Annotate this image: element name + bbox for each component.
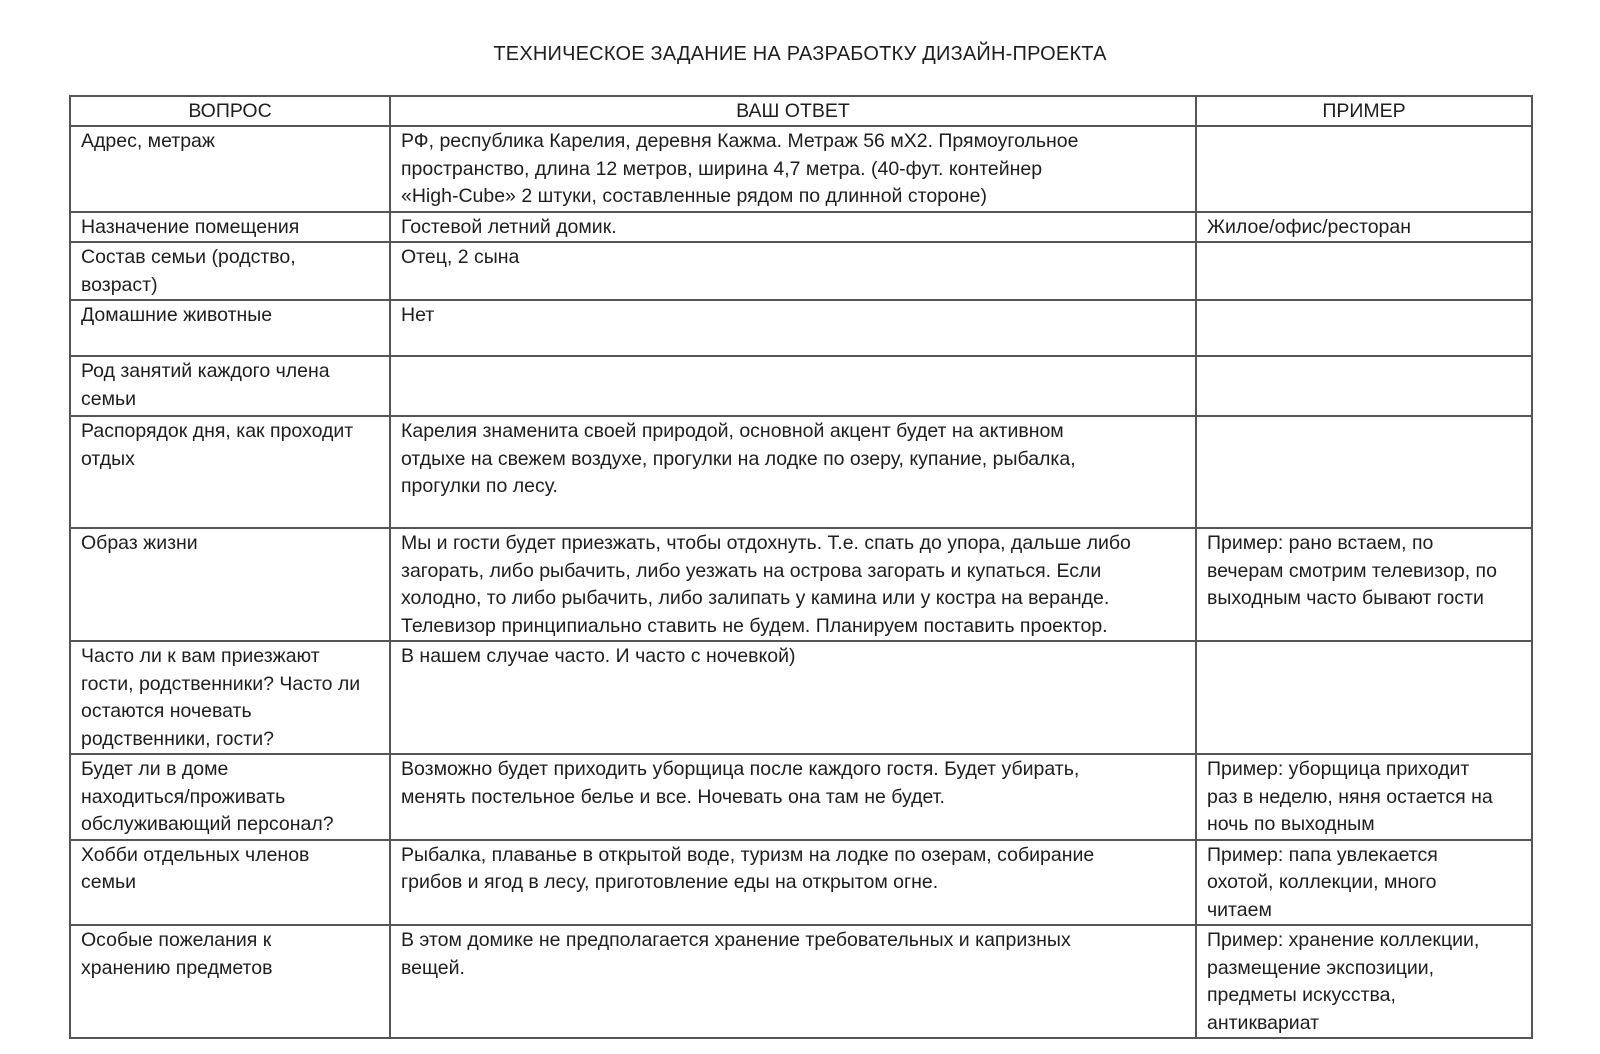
question-cell: Хобби отдельных членов семьи <box>70 840 390 926</box>
table-header-row <box>70 96 1532 126</box>
answer-cell: Рыбалка, плаванье в открытой воде, туризм на лодке по озерам, собирание грибов и ягод в лесу, приготовление еды на открытом огне. <box>390 840 1196 926</box>
example-cell <box>1196 300 1532 356</box>
question-cell: Назначение помещения <box>70 212 390 243</box>
table-row <box>70 126 1532 212</box>
answer-cell: Мы и гости будет приезжать, чтобы отдохнуть. Т.е. спать до упора, дальше либо загорать, либо рыбачить, либо уезжать на острова загорать и купаться. Если холодно, то либо рыбачить, либо залипать у камина или у костра на веранде. Телевизор принципиально ставить не будем. Планируем поставить проектор. <box>390 528 1196 641</box>
example-cell: Пример: рано встаем, по вечерам смотрим телевизор, по выходным часто бывают гости <box>1196 528 1532 641</box>
answer-cell: Отец, 2 сына <box>390 242 1196 300</box>
table-row <box>70 641 1532 754</box>
example-cell <box>1196 356 1532 416</box>
question-cell: Состав семьи (родство, возраст) <box>70 242 390 300</box>
header-answer: ВАШ ОТВЕТ <box>390 96 1196 126</box>
table-row <box>70 840 1532 926</box>
table-row <box>70 356 1532 416</box>
answer-cell: В этом домике не предполагается хранение требовательных и капризных вещей. <box>390 925 1196 1038</box>
example-cell: Жилое/офис/ресторан <box>1196 212 1532 243</box>
example-cell: Пример: уборщица приходит раз в неделю, няня остается на ночь по выходным <box>1196 754 1532 840</box>
question-cell: Образ жизни <box>70 528 390 641</box>
table-row <box>70 754 1532 840</box>
example-cell: Пример: папа увлекается охотой, коллекции, много читаем <box>1196 840 1532 926</box>
answer-cell: Карелия знаменита своей природой, основной акцент будет на активном отдыхе на свежем воздухе, прогулки на лодке по озеру, купание, рыбалка, прогулки по лесу. <box>390 416 1196 528</box>
questionnaire-table <box>69 95 1533 1039</box>
table-row <box>70 300 1532 356</box>
table-row <box>70 528 1532 641</box>
answer-cell: Гостевой летний домик. <box>390 212 1196 243</box>
answer-cell: В нашем случае часто. И часто с ночевкой) <box>390 641 1196 754</box>
header-question: ВОПРОС <box>70 96 390 126</box>
answer-cell: РФ, республика Карелия, деревня Кажма. Метраж 56 мХ2. Прямоугольное пространство, длина 12 метров, ширина 4,7 метра. (40-фут. контейнер «High-Cube» 2 штуки, составленные рядом по длинной стороне) <box>390 126 1196 212</box>
document-title: ТЕХНИЧЕСКОЕ ЗАДАНИЕ НА РАЗРАБОТКУ ДИЗАЙН-ПРОЕКТА <box>493 43 1107 65</box>
example-cell <box>1196 641 1532 754</box>
table-row <box>70 242 1532 300</box>
question-cell: Особые пожелания к хранению предметов <box>70 925 390 1038</box>
example-cell <box>1196 126 1532 212</box>
table-row <box>70 212 1532 243</box>
question-cell: Часто ли к вам приезжают гости, родственники? Часто ли остаются ночевать родственники, гости? <box>70 641 390 754</box>
question-cell: Род занятий каждого члена семьи <box>70 356 390 416</box>
table-row <box>70 416 1532 528</box>
answer-cell <box>390 356 1196 416</box>
answer-cell: Возможно будет приходить уборщица после каждого гостя. Будет убирать, менять постельное белье и все. Ночевать она там не будет. <box>390 754 1196 840</box>
question-cell: Распорядок дня, как проходит отдых <box>70 416 390 528</box>
header-example: ПРИМЕР <box>1196 96 1532 126</box>
answer-cell: Нет <box>390 300 1196 356</box>
table-row <box>70 925 1532 1038</box>
example-cell <box>1196 416 1532 528</box>
example-cell: Пример: хранение коллекции, размещение экспозиции, предметы искусства, антиквариат <box>1196 925 1532 1038</box>
question-cell: Будет ли в доме находиться/проживать обслуживающий персонал? <box>70 754 390 840</box>
question-cell: Домашние животные <box>70 300 390 356</box>
question-cell: Адрес, метраж <box>70 126 390 212</box>
example-cell <box>1196 242 1532 300</box>
